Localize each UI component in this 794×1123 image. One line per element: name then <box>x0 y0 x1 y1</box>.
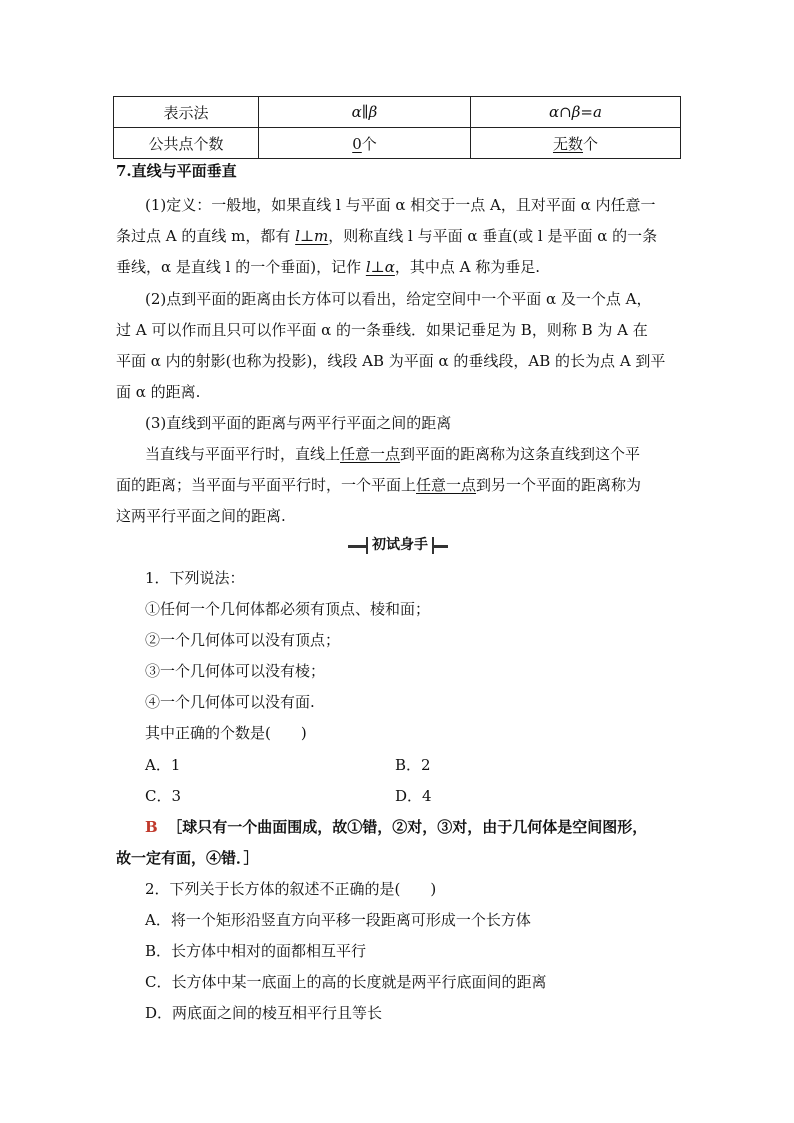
question-2-stem: 2．下列关于长方体的叙述不正确的是( ) <box>145 880 437 898</box>
option-d: D．4 <box>395 787 432 805</box>
table-row <box>114 128 681 159</box>
count-number: 0 <box>352 134 362 153</box>
banner-left-bar <box>348 545 366 548</box>
perpendicular-lm: l⊥m <box>295 227 329 245</box>
q2-option-b: B．长方体中相对的面都相互平行 <box>145 942 367 960</box>
statement-4: ④一个几何体可以没有面. <box>145 693 315 711</box>
q2-option-d: D．两底面之间的棱互相平行且等长 <box>145 1004 383 1022</box>
distance-line-2: 过 A 可以作而且只可以作平面 α 的一条垂线．如果记垂足为 B，则称 B 为 A 在 <box>116 321 648 339</box>
distance-line-1: (2)点到平面的距离由长方体可以看出，给定空间中一个平面 α 及一个点 A， <box>145 290 652 308</box>
table-cell-intersect: α∩β=a <box>471 97 681 128</box>
answer-explanation-line-2: 故一定有面，④错．］ <box>116 849 259 867</box>
text-segment: 到平面的距离称为这条直线到这个平 <box>400 445 641 463</box>
explanation-text: ［球只有一个曲面围成，故①错，②对，③对，由于几何体是空间图形， <box>167 818 648 836</box>
table-cell-count-intersect <box>471 128 681 159</box>
underlined-any-point: 任意一点 <box>416 476 477 494</box>
definition-line-3 <box>116 256 540 277</box>
text-segment: 面的距离；当平面与平面平行时，一个平面上 <box>116 476 417 494</box>
text-segment: 到另一个平面的距离称为 <box>476 476 642 494</box>
perpendicular-notation: l⊥α <box>365 258 395 276</box>
relation-table <box>113 96 681 159</box>
definition-line-1: (1)定义：一般地，如果直线 l 与平面 α 相交于一点 A，且对平面 α 内任意一 <box>145 196 656 214</box>
q2-option-c: C．长方体中某一底面上的高的长度就是两平行底面间的距离 <box>145 973 547 991</box>
option-a: A．1 <box>145 756 181 774</box>
statement-2: ②一个几何体可以没有顶点； <box>145 631 341 649</box>
section-banner <box>348 538 448 554</box>
table-cell-label: 公共点个数 <box>114 128 259 159</box>
table-cell-count-parallel <box>259 128 471 159</box>
underlined-any-point: 任意一点 <box>340 445 401 463</box>
count-word: 无数 <box>552 134 583 153</box>
text-segment: 当直线与平面平行时，直线上 <box>145 445 341 463</box>
answer-explanation-line-1 <box>145 816 647 837</box>
count-unit: 个 <box>583 134 599 153</box>
plane-distance-line-3: 这两平行平面之间的距离. <box>116 507 286 525</box>
plane-distance-line-1 <box>145 443 640 464</box>
option-c: C．3 <box>145 787 182 805</box>
distance-line-3: 平面 α 内的射影(也称为投影)，线段 AB 为平面 α 的垂线段，AB 的长为点 A 到平 <box>116 352 666 370</box>
subheading-3: (3)直线到平面的距离与两平行平面之间的距离 <box>145 414 452 432</box>
definition-line-2 <box>116 225 657 246</box>
question-1-ask: 其中正确的个数是( ) <box>145 724 307 742</box>
distance-line-4: 面 α 的距离. <box>116 383 201 401</box>
text-segment: ，其中点 A 称为垂足. <box>394 258 541 276</box>
table-cell-label: 表示法 <box>114 97 259 128</box>
option-b: B．2 <box>395 756 431 774</box>
table-cell-parallel: α∥β <box>259 97 471 128</box>
section-heading: 7.直线与平面垂直 <box>116 162 237 180</box>
plane-distance-line-2 <box>116 474 641 495</box>
count-unit: 个 <box>361 134 377 153</box>
table-row <box>114 97 681 128</box>
answer-letter: B <box>145 818 158 836</box>
statement-3: ③一个几何体可以没有棱； <box>145 662 326 680</box>
q2-option-a: A．将一个矩形沿竖直方向平移一段距离可形成一个长方体 <box>145 911 531 929</box>
statement-1: ①任何一个几何体都必须有顶点、棱和面； <box>145 600 431 618</box>
text-segment: 垂线，α 是直线 l 的一个垂面)，记作 <box>116 258 366 276</box>
banner-title: 初试身手 <box>366 537 434 554</box>
question-1-stem: 1．下列说法： <box>145 569 245 587</box>
text-segment: ，则称直线 l 与平面 α 垂直(或 l 是平面 α 的一条 <box>328 227 658 245</box>
text-segment: 条过点 A 的直线 m，都有 <box>116 227 296 245</box>
